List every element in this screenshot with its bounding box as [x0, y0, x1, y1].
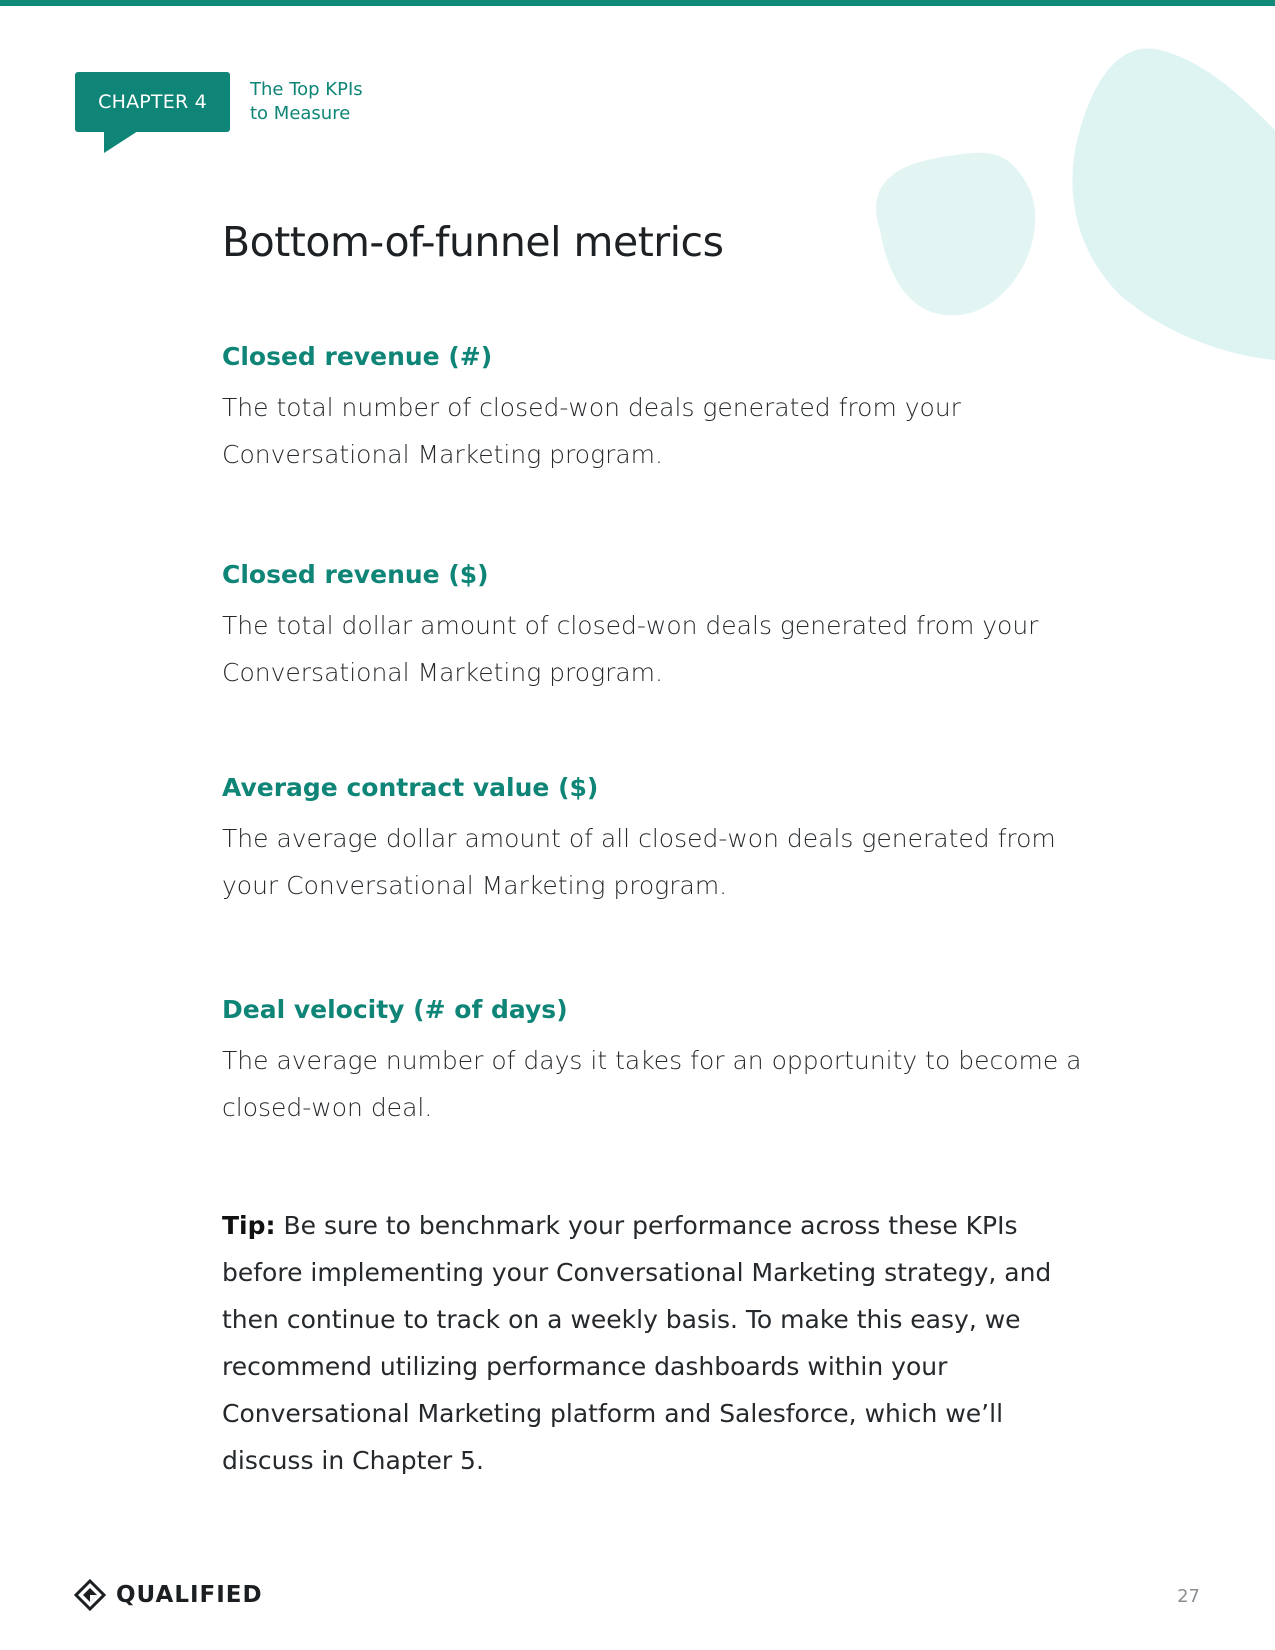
page-number: 27 — [1177, 1586, 1200, 1607]
metric-heading: Closed revenue ($) — [222, 560, 489, 589]
small-blob — [876, 153, 1035, 316]
metric-description: The total dollar amount of closed-won deals generated from your Conversational Marketing program. — [222, 611, 1039, 687]
page-title: Bottom-of-funnel metrics — [222, 218, 724, 266]
metric-average-contract-value — [222, 771, 1082, 909]
metric-heading: Deal velocity (# of days) — [222, 995, 568, 1024]
large-blob — [1072, 48, 1275, 360]
metric-description: The average dollar amount of all closed-won deals generated from your Conversational Marketing program. — [222, 824, 1056, 900]
tip-paragraph — [222, 1202, 1082, 1484]
metric-heading: Closed revenue (#) — [222, 342, 493, 371]
chapter-subtitle-line-1: The Top KPIs — [250, 79, 363, 100]
metric-description: The average number of days it takes for an opportunity to become a closed-won deal. — [222, 1046, 1082, 1122]
chapter-subtitle-line-2: to Measure — [250, 103, 351, 124]
footer-logo — [74, 1579, 263, 1611]
metric-description: The total number of closed-won deals generated from your Conversational Marketing program. — [222, 393, 961, 469]
chapter-tag — [75, 72, 230, 132]
metric-heading: Average contract value ($) — [222, 773, 599, 802]
metric-closed-revenue-count — [222, 340, 1082, 478]
chapter-tag-label: CHAPTER 4 — [98, 91, 207, 113]
qualified-logo-icon — [74, 1579, 106, 1611]
chapter-subtitle — [250, 78, 450, 126]
metric-deal-velocity — [222, 993, 1082, 1131]
tip-text: Be sure to benchmark your performance across these KPIs before implementing your Conversational Marketing strategy, and then continue to track on a weekly basis. To make this easy, we recommend utilizing performance dashboards within your Conversational Marketing platform and Salesforce, which we’ll discuss in Chapter 5. — [222, 1211, 1052, 1475]
decorative-blobs — [860, 40, 1275, 370]
metric-closed-revenue-dollars — [222, 558, 1082, 696]
chapter-tag-pointer — [104, 131, 138, 153]
logo-text: QUALIFIED — [116, 1582, 263, 1608]
tip-label: Tip: — [222, 1211, 276, 1240]
top-accent-bar — [0, 0, 1275, 6]
